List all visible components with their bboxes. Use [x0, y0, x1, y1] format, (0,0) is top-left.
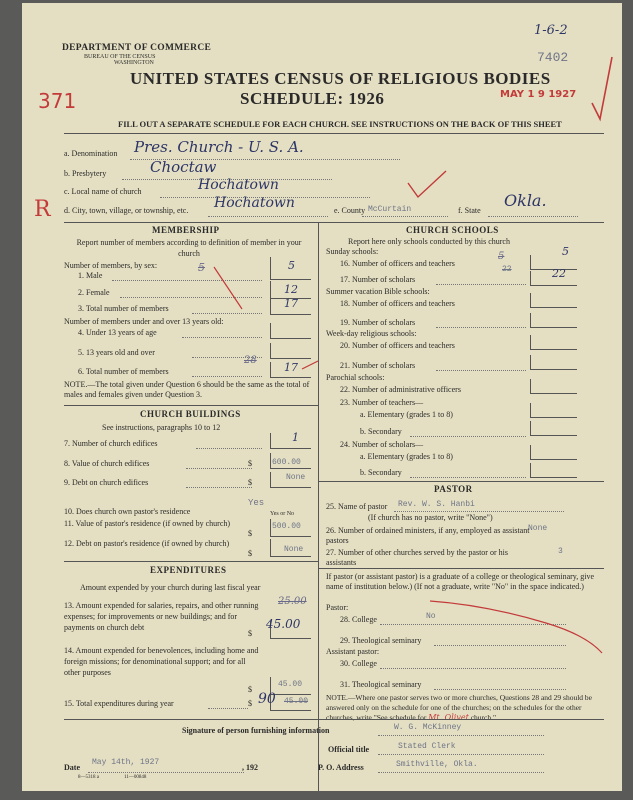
sunday-scholars-value: 22 — [552, 267, 566, 280]
summer-scholars-label: 19. Number of scholars — [340, 318, 416, 327]
print-number: 11—00848 — [124, 775, 147, 780]
stamp-number: 7402 — [537, 50, 569, 65]
college-value: No — [426, 612, 436, 621]
total-members-label: 3. Total number of members — [78, 304, 169, 313]
sunday-schools-label: Sunday schools: — [326, 247, 379, 256]
scholars-secondary-label: b. Secondary — [360, 468, 402, 477]
official-title-label: Official title — [328, 745, 370, 754]
members-by-sex-label: Number of members, by sex: — [64, 261, 158, 270]
po-address-label: P. O. Address — [318, 763, 364, 772]
edifice-debt-label: 9. Debt on church edifices — [64, 478, 149, 487]
dollar-sign: $ — [248, 459, 252, 468]
residence-value-value: 500.00 — [272, 522, 301, 531]
sunday-scholars-struck-value: 22 — [502, 265, 512, 274]
graduate-note: If pastor (or assistant pastor) is a graduate of a college or theological seminary, give name of institution below.) (If not a graduate, write "No" in the space indicated.) — [326, 572, 595, 591]
year-print: , 192 — [242, 763, 258, 772]
dollar-sign: $ — [248, 629, 252, 638]
pastor-name-note: (If church has no pastor, write "None") — [368, 513, 493, 522]
form-title: UNITED STATES CENSUS OF RELIGIOUS BODIES — [130, 69, 551, 88]
dollar-sign: $ — [248, 529, 252, 538]
ordained-ministers-label: 26. Number of ordained ministers, if any, employed as assistant pastors — [326, 526, 530, 545]
membership-heading: MEMBERSHIP — [152, 225, 220, 235]
yes-no-hint: Yes or No — [270, 511, 295, 517]
total-age-struck-value: 28 — [244, 355, 257, 366]
assistant-seminary-label: 31. Theological seminary — [340, 680, 422, 689]
received-date-stamp: MAY 1 9 1927 — [500, 89, 577, 100]
pastor-name-label: 25. Name of pastor — [326, 502, 388, 511]
residence-debt-value: None — [284, 545, 304, 554]
teachers-label: 23. Number of teachers— — [340, 398, 424, 407]
total-expenditures-label: 15. Total expenditures during year — [64, 699, 174, 708]
running-expenses-value: 45.00 — [266, 617, 301, 631]
female-label: 2. Female — [78, 288, 110, 297]
summer-officers-label: 18. Number of officers and teachers — [340, 299, 455, 308]
sunday-officers-label: 16. Number of officers and teachers — [340, 259, 455, 268]
schools-intro: Report here only schools conducted by this church — [348, 237, 510, 246]
male-label: 1. Male — [78, 271, 103, 280]
state-value: Okla. — [504, 191, 547, 210]
schools-heading: CHURCH SCHOOLS — [406, 225, 499, 235]
residence-value-label: 11. Value of pastor's residence (if owned by church) — [64, 519, 231, 528]
local-name-label: c. Local name of church — [64, 187, 142, 196]
male-struck-value: 5 — [198, 261, 205, 274]
female-value: 12 — [284, 283, 298, 296]
red-pencil-stroke-icon — [426, 595, 606, 657]
weekday-schools-label: Week-day religious schools: — [326, 329, 417, 338]
summer-schools-label: Summer vacation Bible schools: — [326, 287, 430, 296]
city-town-label: d. City, town, village, or township, etc. — [64, 206, 189, 215]
dollar-sign: $ — [248, 699, 252, 708]
official-title-value: Stated Clerk — [398, 742, 456, 751]
scholars-elementary-label: a. Elementary (grades 1 to 8) — [360, 452, 453, 461]
teachers-elementary-label: a. Elementary (grades 1 to 8) — [360, 410, 453, 419]
pastor-note: NOTE.—Where one pastor serves two or more churches, Questions 28 and 29 should be answered only on the schedule for one of the churches; on the schedules for the other churches, write "See schedule for Mt. Olivet church." — [326, 693, 592, 722]
see-schedule-value: Mt. Olivet — [428, 713, 469, 722]
membership-note: NOTE.—The total given under Question 6 should be the same as the total of males and females given under Question 3. — [64, 380, 310, 399]
pastor-section-label: Pastor: — [326, 603, 349, 612]
members-by-age-label: Number of members under and over 13 years old: — [64, 317, 224, 326]
total-members-age-value: 17 — [284, 361, 298, 374]
weekday-scholars-label: 21. Number of scholars — [340, 361, 416, 370]
edifice-debt-value: None — [286, 473, 306, 482]
sunday-officers-struck-value: 5 — [498, 251, 505, 262]
signature-value: W. G. McKinney — [394, 723, 462, 732]
bureau-label: BUREAU OF THE CENSUS — [84, 54, 156, 60]
other-churches-value: 3 — [558, 547, 563, 556]
buildings-heading: CHURCH BUILDINGS — [140, 409, 241, 419]
denomination-value: Pres. Church - U. S. A. — [134, 138, 304, 156]
red-letter-mark: R — [34, 197, 51, 222]
other-churches-label: 27. Number of other churches served by the pastor or his assistants — [326, 548, 508, 567]
assistant-pastor-label: Assistant pastor: — [326, 647, 380, 656]
parochial-schools-label: Parochial schools: — [326, 373, 385, 382]
owns-residence-value: Yes — [248, 498, 265, 508]
signature-label: Signature of person furnishing information — [182, 726, 330, 735]
membership-intro: Report number of members according to definition of member in your church — [76, 238, 302, 258]
expenditures-heading: EXPENDITURES — [150, 565, 227, 575]
state-label: f. State — [458, 206, 481, 215]
date-label: Date — [64, 763, 80, 772]
pastor-heading: PASTOR — [434, 484, 473, 494]
department-label: DEPARTMENT OF COMMERCE — [62, 43, 212, 53]
red-check-mark-icon — [300, 357, 322, 373]
red-handwritten-number: 371 — [38, 89, 77, 113]
church-edifices-value: 1 — [292, 431, 299, 444]
sunday-officers-value: 5 — [562, 245, 569, 258]
male-value: 5 — [288, 259, 295, 272]
edifice-value-value: 600.00 — [272, 458, 301, 467]
presbytery-value: Choctaw — [150, 158, 217, 176]
total-expenditures-value: 90 — [258, 691, 276, 707]
teachers-secondary-label: b. Secondary — [360, 427, 402, 436]
total-members-value: 17 — [284, 297, 298, 310]
seminary-label: 29. Theological seminary — [340, 636, 422, 645]
date-value: May 14th, 1927 — [92, 758, 160, 767]
admin-officers-label: 22. Number of administrative officers — [340, 385, 461, 394]
corner-number: 1-6-2 — [534, 23, 568, 38]
benevolences-label: 14. Amount expended for benevolences, including home and foreign missions; for denominational support; and for all other purposes — [64, 646, 259, 677]
scholars-label: 24. Number of scholars— — [340, 440, 424, 449]
denomination-label: a. Denomination — [64, 149, 118, 158]
red-check-mark-icon — [404, 167, 450, 201]
expenditures-intro: Amount expended by your church during last fiscal year — [80, 583, 261, 592]
benevolences-value: 45.00 — [278, 680, 303, 689]
county-value: McCurtain — [368, 205, 412, 214]
ordained-ministers-value: None — [528, 524, 548, 533]
dollar-sign: $ — [248, 685, 252, 694]
owns-residence-label: 10. Does church own pastor's residence — [64, 507, 191, 516]
po-address-value: Smithville, Okla. — [396, 760, 478, 769]
local-name-value: Hochatown — [198, 177, 279, 193]
over-13-label: 5. 13 years old and over — [78, 348, 155, 357]
under-13-label: 4. Under 13 years of age — [78, 328, 157, 337]
dollar-sign: $ — [248, 549, 252, 558]
pastor-name-value: Rev. W. S. Hanbi — [398, 500, 475, 509]
running-expenses-struck-value: 25.00 — [278, 596, 307, 607]
form-number: 8—5318 a — [78, 775, 99, 780]
schedule-instruction: FILL OUT A SEPARATE SCHEDULE FOR EACH CHURCH. SEE INSTRUCTIONS ON THE BACK OF THIS SHEET — [118, 119, 562, 129]
county-label: e. County — [334, 206, 366, 215]
red-check-mark-icon — [590, 53, 614, 123]
total-members-age-label: 6. Total number of members — [78, 367, 169, 376]
total-expenditures-struck-value: 45.00 — [284, 697, 309, 706]
church-edifices-label: 7. Number of church edifices — [64, 439, 158, 448]
residence-debt-label: 12. Debt on pastor's residence (if owned by church) — [64, 539, 230, 548]
presbytery-label: b. Presbytery — [64, 169, 107, 178]
assistant-college-label: 30. College — [340, 659, 377, 668]
form-subtitle: SCHEDULE: 1926 — [240, 89, 385, 108]
weekday-officers-label: 20. Number of officers and teachers — [340, 341, 455, 350]
college-label: 28. College — [340, 615, 377, 624]
red-pencil-stroke-icon — [212, 265, 252, 315]
running-expenses-label: 13. Amount expended for salaries, repairs, and other running expenses; for improvements or new buildings; and for payments on church debt — [64, 601, 259, 632]
buildings-instructions: See instructions, paragraphs 10 to 12 — [102, 423, 221, 432]
dollar-sign: $ — [248, 478, 252, 487]
edifice-value-label: 8. Value of church edifices — [64, 459, 150, 468]
sunday-scholars-label: 17. Number of scholars — [340, 275, 416, 284]
census-schedule-sheet — [22, 3, 622, 791]
city-label: WASHINGTON — [114, 60, 154, 66]
city-town-value: Hochatown — [214, 195, 295, 211]
